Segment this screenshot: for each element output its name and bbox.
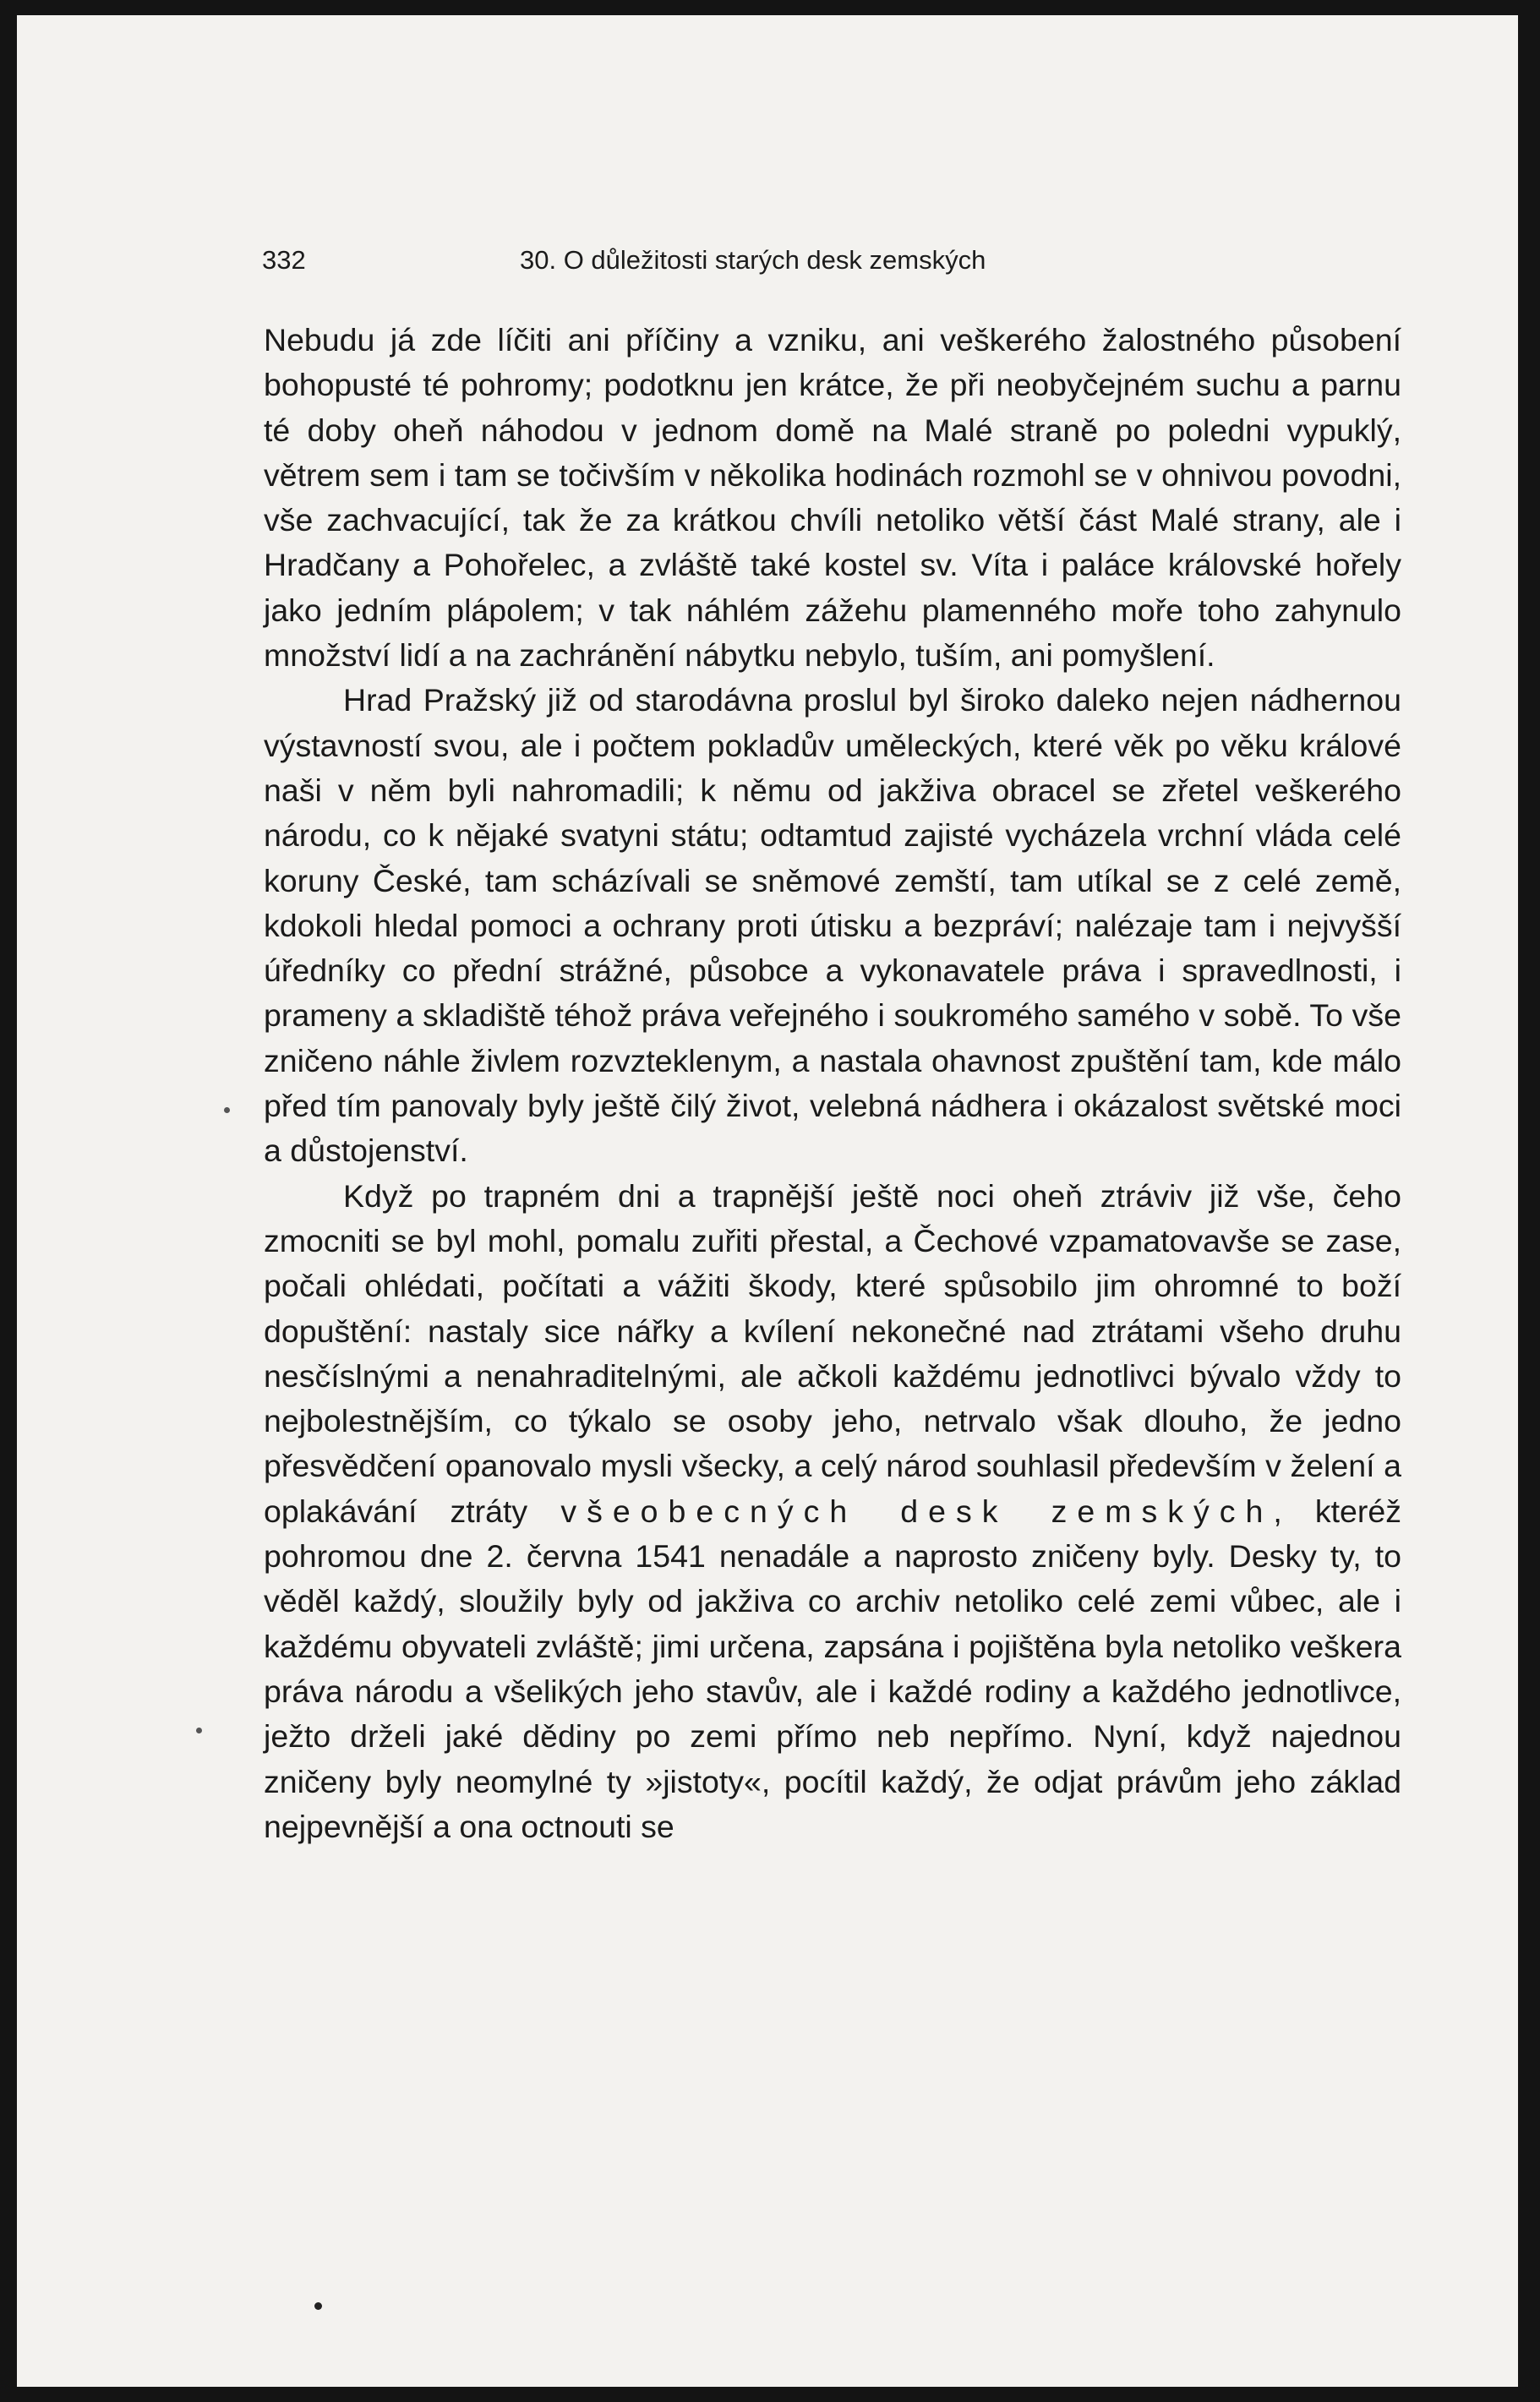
scanned-page <box>17 15 1518 2387</box>
body-text <box>264 318 1401 1849</box>
page-number: 332 <box>262 245 306 275</box>
paragraph-text: Když po trapném dni a trapnější ještě noci oheň ztráviv již vše, čeho zmocniti se byl mohl, pomalu zuřiti přestal, a Čechové vzpamatovavše se zase, počali ohlédati, počítati a vážiti škody, které spůsobilo jim ohromné to boží dopuštění: nastaly sice nářky a kvílení nekonečné nad ztrátami všeho druhu nesčíslnými a nenahraditelnými, ale ačkoli každému jednotlivci bývalo vždy to nejbolestnějším, co týkalo se osoby jeho, netrvalo však dlouho, že jedno přesvědčení opanovalo mysli všecky, a celý národ souhlasil především v želení a oplakávání ztráty <box>264 1177 1401 1529</box>
paragraph-text: , kteréž pohromou dne 2. června 1541 nenadále a naprosto zničeny byly. Desky ty, to věděl každý, sloužily byly od jakživa co archiv netoliko celé zemi vůbec, ale i každému obyvateli zvláště; jimi určena, zapsána i pojištěna byla netoliko veškera práva národu a všelikých jeho stavův, ale i každé rodiny a každého jednotlivce, ježto drželi jaké dědiny po zemi přímo neb nepřímo. Nyní, když najednou zničeny byly neomylné ty »jistoty«, pocítil každý, že odjat právům jeho základ nejpevnější a ona octnouti se <box>264 1493 1401 1844</box>
paragraph: Hrad Pražský již od starodávna proslul byl široko daleko nejen nádhernou výstavností svou, ale i počtem pokladův uměleckých, které věk po věku králové naši v něm byli nahromadili; k němu od jakživa obracel se zřetel veškerého národu, co k nějaké svatyni státu; odtamtud zajisté vycházela vrchní vláda celé koruny České, tam scházívali se sněmové zemští, tam utíkal se z celé země, kdokoli hledal pomoci a ochrany proti útisku a bezpráví; nalézaje tam i nejvyšší úředníky co přední strážné, působce a vykonavatele práva i spravedlnosti, i prameny a skladiště téhož práva veřejného i soukromého samého v sobě. To vše zničeno náhle živlem rozvzteklenym, a nastala ohavnost zpuštění tam, kde málo před tím panovaly byly ještě čilý život, velebná nádhera i okázalost světské moci a důstojenství. <box>264 682 1401 1169</box>
scan-speck <box>314 2302 322 2310</box>
spaced-emphasis: všeobecných desk zemských <box>560 1493 1274 1529</box>
running-title: 30. O důležitosti starých desk zemských <box>520 245 986 275</box>
scan-speck <box>196 1728 202 1733</box>
scan-speck <box>224 1107 230 1113</box>
paragraph: Nebudu já zde líčiti ani příčiny a vzniku, ani veškerého žalostného působení bohopusté té pohromy; podotknu jen krátce, že při neobyčejném suchu a parnu té doby oheň náhodou v jednom domě na Malé straně po poledni vypuklý, větrem sem i tam se točivším v několika hodinách rozmohl se v ohnivou povodni, vše zachvacující, tak že za krátkou chvíli netoliko větší část Malé strany, ale i Hradčany a Pohořelec, a zvláště také kostel sv. Víta i paláce královské hořely jako jedním plápolem; v tak náhlém zážehu plamenného moře toho zahynulo množství lidí a na zachránění nábytku nebylo, tuším, ani pomyšlení. <box>264 322 1401 674</box>
paragraph <box>264 1174 1401 1849</box>
